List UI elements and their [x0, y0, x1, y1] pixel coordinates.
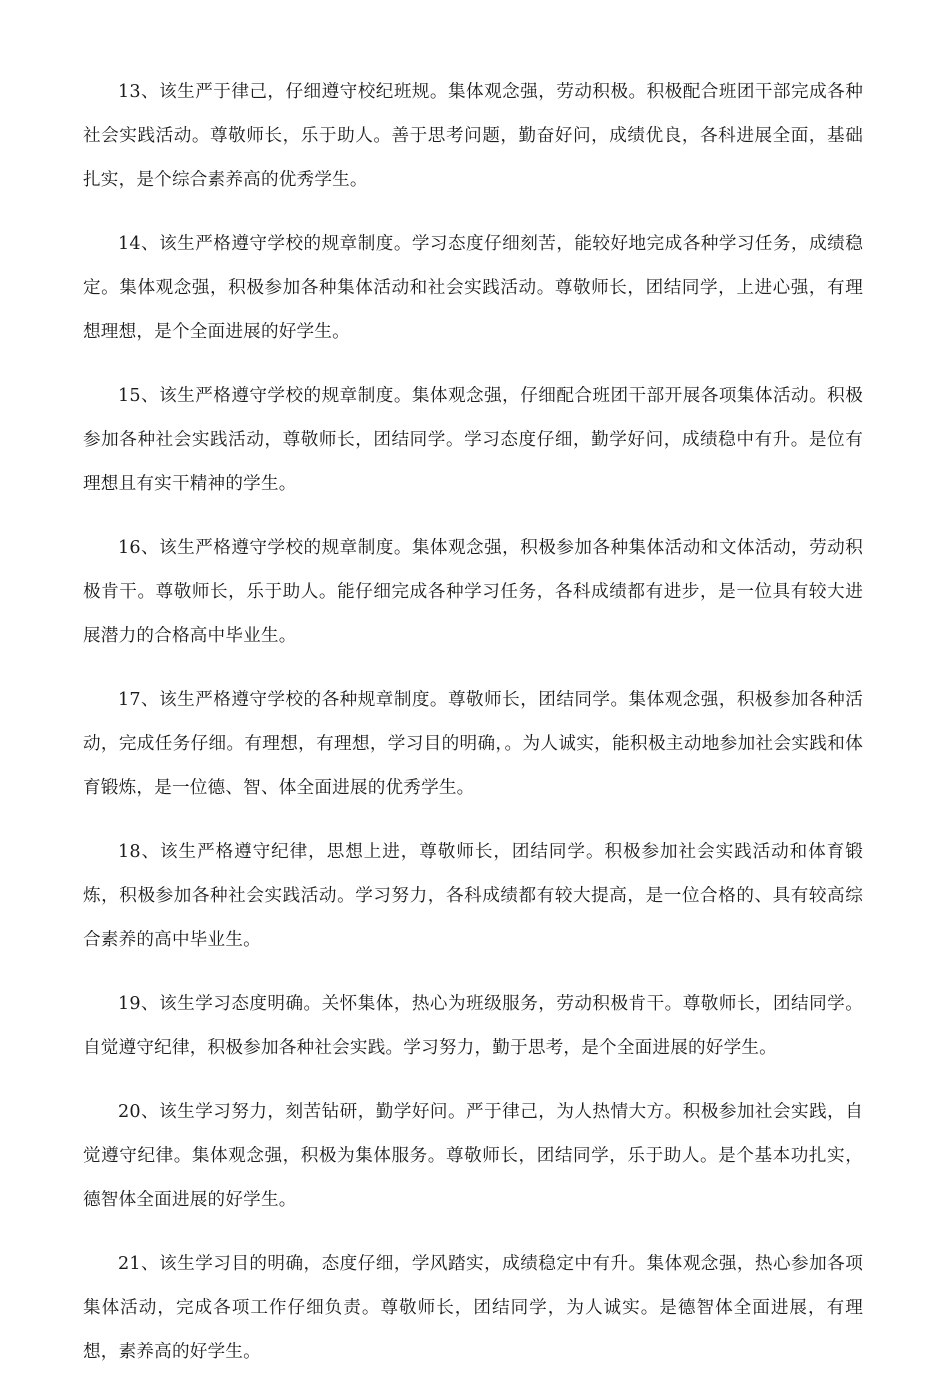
document-body [83, 70, 863, 1394]
comment-paragraph-20: 20、该生学习努力，刻苦钻研，勤学好问。严于律己，为人热情大方。积极参加社会实践，自觉遵守纪律。集体观念强，积极为集体服务。尊敬师长，团结同学，乐于助人。是个基本功扎实，德智体全面进展的好学生。 [83, 1102, 863, 1210]
comment-paragraph-13: 13、该生严于律己，仔细遵守校纪班规。集体观念强，劳动积极。积极配合班团干部完成各种社会实践活动。尊敬师长，乐于助人。善于思考问题，勤奋好问，成绩优良，各科进展全面，基础扎实，是个综合素养高的优秀学生。 [83, 82, 863, 190]
comment-paragraph-15: 15、该生严格遵守学校的规章制度。集体观念强，仔细配合班团干部开展各项集体活动。积极参加各种社会实践活动，尊敬师长，团结同学。学习态度仔细，勤学好问，成绩稳中有升。是位有理想且有实干精神的学生。 [83, 386, 863, 494]
comment-paragraph-17: 17、该生严格遵守学校的各种规章制度。尊敬师长，团结同学。集体观念强，积极参加各种活动，完成任务仔细。有理想，有理想，学习目的明确，。为人诚实，能积极主动地参加社会实践和体育锻炼，是一位德、智、体全面进展的优秀学生。 [83, 690, 863, 798]
comment-paragraph-18: 18、该生严格遵守纪律，思想上进，尊敬师长，团结同学。积极参加社会实践活动和体育锻炼，积极参加各种社会实践活动。学习努力，各科成绩都有较大提高，是一位合格的、具有较高综合素养的高中毕业生。 [83, 842, 863, 950]
comment-paragraph-14: 14、该生严格遵守学校的规章制度。学习态度仔细刻苦，能较好地完成各种学习任务，成绩稳定。集体观念强，积极参加各种集体活动和社会实践活动。尊敬师长，团结同学，上进心强，有理想理想，是个全面进展的好学生。 [83, 234, 863, 342]
comment-paragraph-21: 21、该生学习目的明确，态度仔细，学风踏实，成绩稳定中有升。集体观念强，热心参加各项集体活动，完成各项工作仔细负责。尊敬师长，团结同学，为人诚实。是德智体全面进展，有理想，素养高的好学生。 [83, 1254, 863, 1362]
comment-paragraph-19: 19、该生学习态度明确。关怀集体，热心为班级服务，劳动积极肯干。尊敬师长，团结同学。自觉遵守纪律，积极参加各种社会实践。学习努力，勤于思考，是个全面进展的好学生。 [83, 994, 863, 1058]
comment-paragraph-16: 16、该生严格遵守学校的规章制度。集体观念强，积极参加各种集体活动和文体活动，劳动积极肯干。尊敬师长，乐于助人。能仔细完成各种学习任务，各科成绩都有进步，是一位具有较大进展潜力的合格高中毕业生。 [83, 538, 863, 646]
